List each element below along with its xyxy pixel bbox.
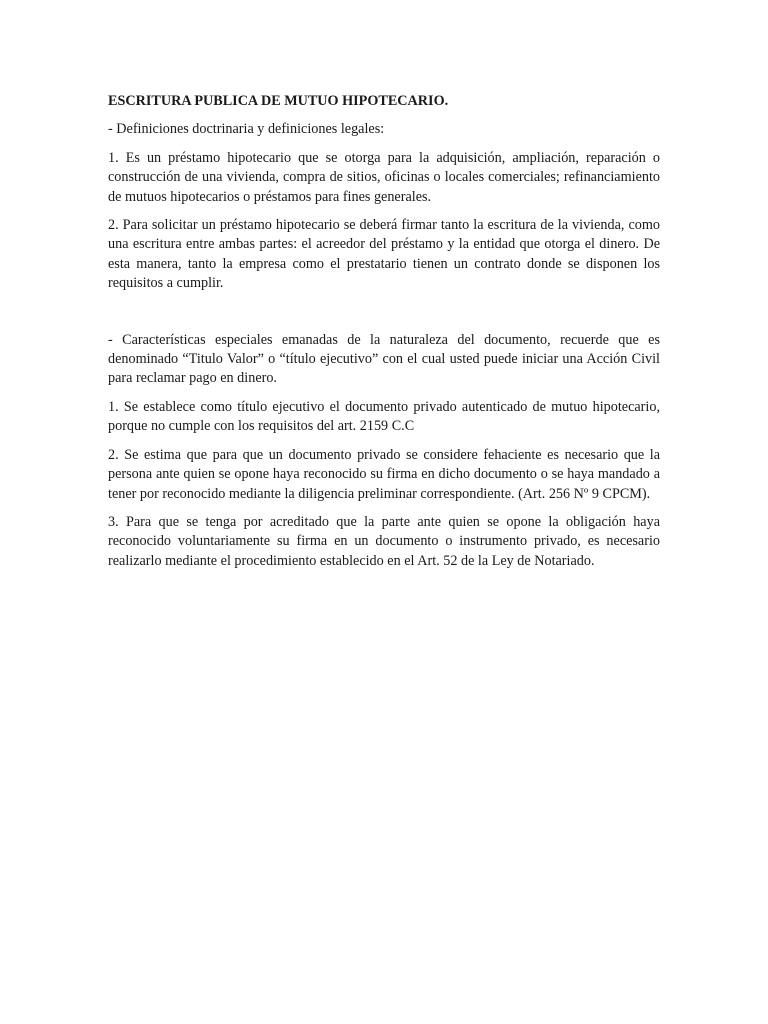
section2-item-1: 1. Se establece como título ejecutivo el documento privado autenticado de mutuo hipotecario, porque no cumple con los requisitos del art. 2159 C.C <box>108 398 660 435</box>
section2-heading: - Características especiales emanadas de la naturaleza del documento, recuerde que es denominado “Titulo Valor” o “título ejecutivo” con el cual usted puede iniciar una Acción Civil para reclamar pago en dinero. <box>108 331 660 387</box>
section1-heading: - Definiciones doctrinaria y definiciones legales: <box>108 121 385 138</box>
section2-item-2: 2. Se estima que para que un documento privado se considere fehaciente es necesario que la persona ante quien se opone haya reconocido su firma en dicho documento o se haya mandado a tener por reconocido mediante la diligencia preliminar correspondiente. (Art. 256 Nº 9 CPCM). <box>108 446 660 502</box>
section1-item-2: 2. Para solicitar un préstamo hipotecario se deberá firmar tanto la escritura de la vivienda, como una escritura entre ambas partes: el acreedor del préstamo y la entidad que otorga el dinero. De esta manera, tanto la empresa como el prestatario tienen un contrato donde se disponen los requisitos a cumplir. <box>108 217 660 292</box>
section1-item-1: 1. Es un préstamo hipotecario que se otorga para la adquisición, ampliación, reparación o construcción de una vivienda, compra de sitios, oficinas o locales comerciales; refinanciamiento de mutuos hipotecarios o préstamos para fines generales. <box>108 149 660 205</box>
document-title: ESCRITURA PUBLICA DE MUTUO HIPOTECARIO. <box>108 93 449 109</box>
section-spacer <box>108 303 660 331</box>
document-body <box>108 92 660 580</box>
section2-item-3: 3. Para que se tenga por acreditado que la parte ante quien se opone la obligación haya reconocido voluntariamente su firma en un documento o instrumento privado, es necesario realizarlo mediante el procedimiento establecido en el Art. 52 de la Ley de Notariado. <box>108 513 660 569</box>
